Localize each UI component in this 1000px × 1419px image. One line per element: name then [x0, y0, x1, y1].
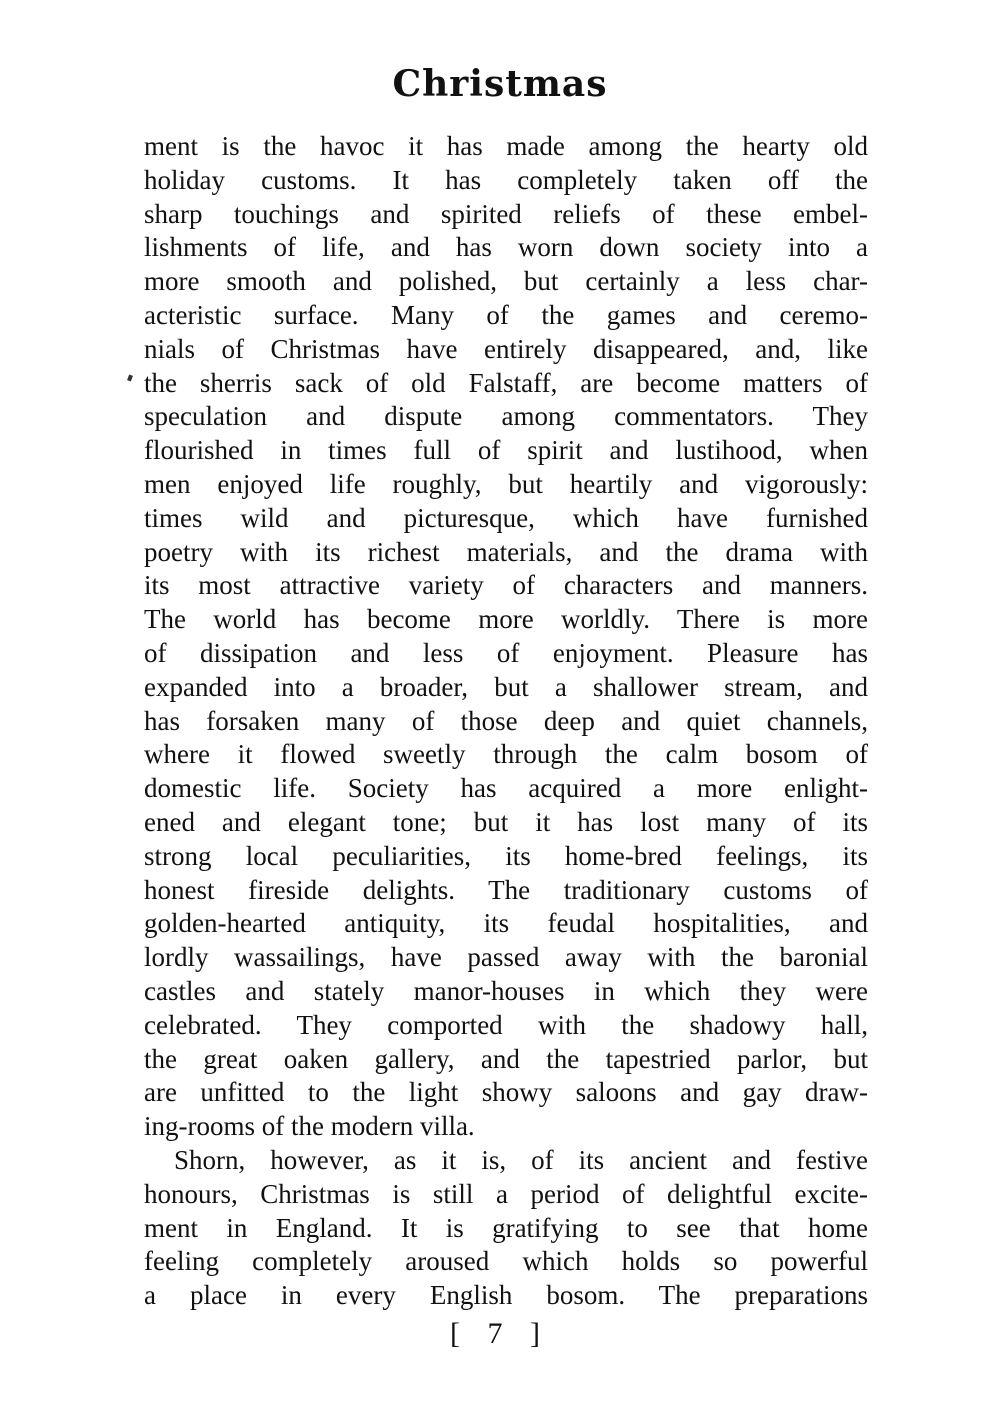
text-line: the sherris sack of old Falstaff, are become matters of [144, 367, 868, 398]
text-line: are unfitted to the light showy saloons and gay draw- [144, 1077, 868, 1108]
text-line: honest fireside delights. The traditionary customs of [144, 874, 868, 905]
text-line: The world has become more worldly. There is more [144, 604, 868, 635]
page-number: [ 7 ] [450, 1317, 550, 1350]
text-line: times wild and picturesque, which have furnished [144, 502, 868, 533]
margin-mark [127, 374, 133, 381]
text-line: has forsaken many of those deep and quiet channels, [144, 705, 868, 736]
text-line: honours, Christmas is still a period of delightful excite- [144, 1178, 868, 1209]
text-line: feeling completely aroused which holds so powerful [144, 1246, 868, 1277]
text-line: celebrated. They comported with the shadowy hall, [144, 1009, 868, 1040]
text-line: a place in every English bosom. The preparations [144, 1280, 868, 1311]
text-line: flourished in times full of spirit and lustihood, when [144, 435, 868, 466]
text-line: nials of Christmas have entirely disappeared, and, like [144, 333, 868, 364]
running-title: Christmas [392, 63, 608, 105]
text-line: ment in England. It is gratifying to see that home [144, 1212, 868, 1243]
text-line: speculation and dispute among commentators. They [144, 401, 868, 432]
paragraph-start-line: Shorn, however, as it is, of its ancient and festive [174, 1144, 868, 1175]
text-line: ment is the havoc it has made among the hearty old [144, 131, 868, 161]
text-line: its most attractive variety of characters and manners. [144, 570, 868, 601]
text-line: where it flowed sweetly through the calm bosom of [144, 739, 868, 770]
text-line: strong local peculiarities, its home-bred feelings, its [144, 840, 868, 871]
text-line: lordly wassailings, have passed away with the baronial [144, 942, 868, 973]
text-line: expanded into a broader, but a shallower stream, and [144, 671, 868, 702]
text-line: more smooth and polished, but certainly a less char- [144, 266, 868, 297]
text-line: men enjoyed life roughly, but heartily and vigorously: [144, 468, 868, 499]
text-line: ened and elegant tone; but it has lost many of its [144, 806, 868, 837]
text-line: the great oaken gallery, and the tapestried parlor, but [144, 1043, 868, 1074]
text-line: holiday customs. It has completely taken off the [144, 164, 868, 195]
text-line: acteristic surface. Many of the games and ceremo- [144, 299, 868, 330]
text-line: lishments of life, and has worn down society into a [144, 232, 868, 263]
text-line: golden-hearted antiquity, its feudal hospitalities, and [144, 908, 868, 939]
text-line: domestic life. Society has acquired a more enlight- [144, 773, 868, 804]
text-line: sharp touchings and spirited reliefs of these embel- [144, 198, 868, 229]
body-text [144, 130, 868, 1313]
text-line: castles and stately manor-houses in which they were [144, 975, 868, 1006]
paragraph-end-line: ing-rooms of the modern villa. [144, 1111, 475, 1142]
text-line: of dissipation and less of enjoyment. Pleasure has [144, 637, 868, 668]
text-line: poetry with its richest materials, and the drama with [144, 536, 868, 567]
